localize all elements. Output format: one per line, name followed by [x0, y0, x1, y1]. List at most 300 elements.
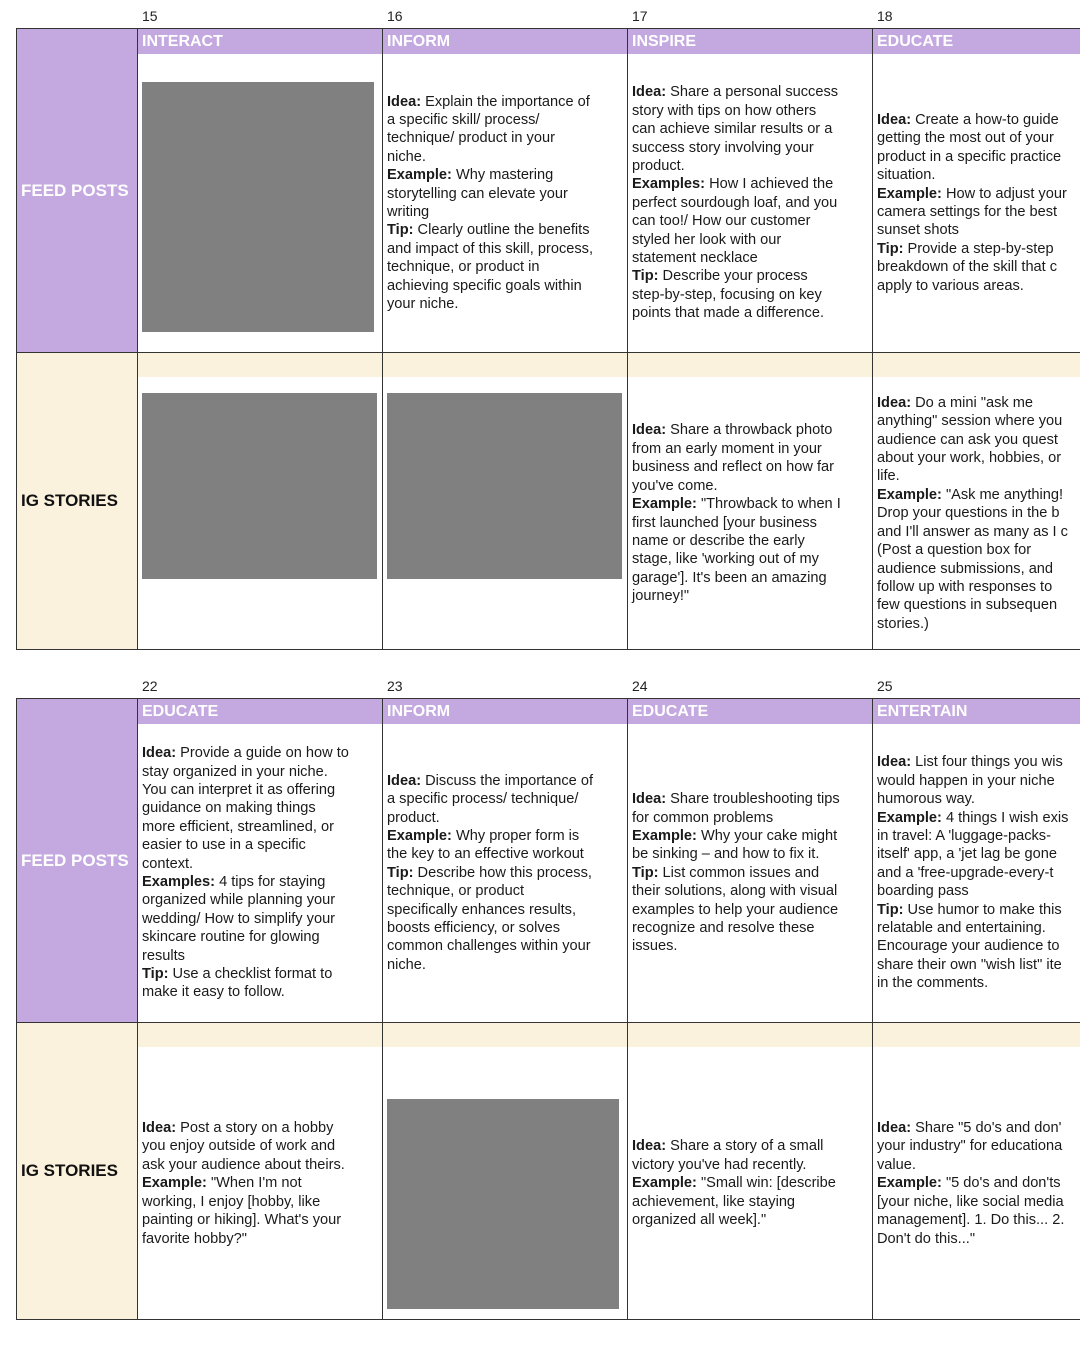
story-example-line: [877, 560, 1068, 578]
story-idea-line: [877, 394, 1068, 412]
story-example-label: Example:: [632, 496, 697, 513]
image-placeholder: [387, 1099, 619, 1309]
story-idea-text: business and reflect on how far: [632, 459, 834, 476]
feed-idea-line: [142, 781, 349, 799]
feed-example-line: [877, 185, 1067, 203]
feed-example-line: [632, 827, 840, 845]
feed-tip-text: and impact of this skill, process,: [387, 240, 594, 257]
feed-text: [138, 744, 351, 1002]
ig-story-cell: [138, 352, 382, 649]
feed-idea-line: [632, 139, 838, 157]
feed-idea-line: [632, 102, 838, 120]
feed-idea-line: [632, 809, 840, 827]
feed-example-line: [877, 203, 1067, 221]
story-text: [628, 421, 843, 605]
story-example-line: [632, 569, 841, 587]
feed-example-line: [387, 185, 593, 203]
story-example-text: [your niche, like social media: [877, 1193, 1064, 1210]
feed-example-line: [877, 845, 1068, 863]
row-label-text: FEED POSTS: [21, 180, 129, 200]
story-example-line: [877, 541, 1068, 559]
feed-idea-label: Idea:: [387, 93, 422, 110]
feed-idea-line: [632, 790, 840, 808]
day-number: 18: [877, 8, 893, 24]
day-column: [383, 29, 628, 649]
feed-text: [873, 753, 1070, 992]
calendar-grid: [16, 698, 1080, 1320]
feed-tip-text: Use a checklist format to: [172, 966, 333, 983]
feed-tip-line: [877, 937, 1068, 955]
category-header: ENTERTAIN: [873, 699, 1080, 724]
story-example-text: Drop your questions in the b: [877, 505, 1060, 522]
feed-example-line: [877, 221, 1067, 239]
story-band: [873, 353, 1080, 377]
day-column: [138, 29, 383, 649]
feed-example-text: and a 'free-upgrade-every-t: [877, 864, 1054, 881]
feed-tip-text: Describe your process: [662, 268, 808, 285]
day-column: [873, 29, 1080, 649]
row-label-feed-posts: [16, 29, 138, 352]
feed-example-text: Why proper form is: [455, 827, 580, 844]
story-example-text: "Ask me anything!: [945, 486, 1064, 503]
feed-idea-text: Share troubleshooting tips: [670, 791, 840, 808]
story-example-line: [142, 1174, 345, 1192]
feed-tip-line: [632, 901, 840, 919]
story-example-text: follow up with responses to: [877, 578, 1053, 595]
feed-idea-line: [632, 157, 838, 175]
feed-tip-line: [387, 864, 593, 882]
day-column: [383, 699, 628, 1319]
story-example-line: [877, 1211, 1064, 1229]
feed-idea-label: Idea:: [877, 111, 912, 128]
feed-example-line: [877, 864, 1068, 882]
feed-tip-label: Tip:: [387, 222, 414, 239]
day-column: [628, 29, 873, 649]
feed-example-text: 4 things I wish exis: [945, 809, 1069, 826]
feed-tip-text: relatable and entertaining.: [877, 920, 1046, 937]
feed-idea-label: Idea:: [632, 84, 667, 101]
story-band: [873, 1023, 1080, 1047]
feed-idea-line: [387, 772, 593, 790]
category-header: INSPIRE: [628, 29, 872, 54]
feed-tip-line: [142, 983, 349, 1001]
feed-tip-line: [142, 965, 349, 983]
feed-example-text: perfect sourdough loaf, and you: [632, 194, 838, 211]
feed-post-cell: [628, 54, 872, 352]
feed-post-cell: [138, 724, 382, 1022]
feed-example-text: can too!/ How our customer: [632, 213, 811, 230]
story-example-text: audience submissions, and: [877, 560, 1054, 577]
feed-tip-line: [387, 956, 593, 974]
feed-idea-text: context.: [142, 855, 194, 872]
feed-example-line: [387, 827, 593, 845]
story-example-line: [877, 596, 1068, 614]
story-idea-text: life.: [877, 468, 900, 485]
feed-tip-line: [387, 240, 593, 258]
story-example-text: (Post a question box for: [877, 542, 1032, 559]
story-body: [628, 1047, 872, 1320]
story-idea-line: [877, 1137, 1064, 1155]
feed-idea-text: stay organized in your niche.: [142, 763, 328, 780]
feed-tip-line: [632, 937, 840, 955]
story-text: [138, 1119, 347, 1248]
category-header: EDUCATE: [628, 699, 872, 724]
story-idea-text: value.: [877, 1156, 916, 1173]
feed-idea-line: [142, 855, 349, 873]
feed-idea-line: [877, 111, 1067, 129]
feed-idea-text: situation.: [877, 167, 936, 184]
feed-tip-label: Tip:: [877, 901, 904, 918]
feed-idea-text: a specific process/ technique/: [387, 791, 579, 808]
feed-example-line: [142, 928, 349, 946]
story-example-line: [877, 523, 1068, 541]
day-number: 15: [142, 8, 158, 24]
story-text: [873, 394, 1070, 633]
feed-tip-text: breakdown of the skill that c: [877, 259, 1058, 276]
category-header: INTERACT: [138, 29, 382, 54]
story-example-text: garage']. It's been an amazing: [632, 569, 827, 586]
feed-example-line: [387, 203, 593, 221]
feed-example-line: [632, 194, 838, 212]
feed-example-text: skincare routine for glowing: [142, 929, 320, 946]
feed-idea-line: [877, 166, 1067, 184]
feed-example-line: [142, 947, 349, 965]
feed-idea-label: Idea:: [632, 791, 667, 808]
feed-idea-text: product in a specific practice: [877, 148, 1062, 165]
feed-idea-text: humorous way.: [877, 791, 975, 808]
story-example-text: painting or hiking]. What's your: [142, 1212, 342, 1229]
feed-idea-line: [142, 799, 349, 817]
story-body: [873, 1047, 1080, 1319]
feed-tip-line: [877, 956, 1068, 974]
feed-tip-line: [877, 901, 1068, 919]
feed-tip-text: in the comments.: [877, 975, 989, 992]
feed-example-line: [877, 809, 1068, 827]
feed-text: [383, 93, 595, 314]
story-example-line: [142, 1230, 345, 1248]
feed-idea-text: success story involving your: [632, 139, 814, 156]
feed-idea-text: can achieve similar results or a: [632, 121, 833, 138]
feed-tip-line: [632, 286, 838, 304]
feed-tip-label: Tip:: [632, 864, 659, 881]
story-idea-label: Idea:: [877, 1120, 912, 1137]
feed-example-label: Example:: [387, 827, 452, 844]
story-example-text: working, I enjoy [hobby, like: [142, 1193, 321, 1210]
feed-tip-text: recognize and resolve these: [632, 920, 815, 937]
story-idea-text: you enjoy outside of work and: [142, 1138, 336, 1155]
feed-idea-text: Create a how-to guide: [915, 111, 1059, 128]
story-text: [628, 1137, 838, 1229]
feed-example-text: the key to an effective workout: [387, 846, 584, 863]
feed-post-cell: [873, 54, 1080, 352]
feed-example-text: Why your cake might: [700, 827, 838, 844]
feed-example-line: [142, 873, 349, 891]
feed-tip-text: points that made a difference.: [632, 305, 825, 322]
feed-tip-line: [632, 919, 840, 937]
story-idea-line: [142, 1156, 345, 1174]
feed-tip-line: [877, 919, 1068, 937]
feed-idea-text: getting the most out of your: [877, 130, 1054, 147]
story-idea-label: Idea:: [632, 1138, 667, 1155]
day-column: [138, 699, 383, 1319]
feed-tip-line: [387, 919, 593, 937]
feed-idea-line: [387, 93, 593, 111]
feed-idea-line: [387, 111, 593, 129]
feed-idea-text: Provide a guide on how to: [180, 745, 349, 762]
feed-tip-text: Describe how this process,: [417, 864, 592, 881]
feed-example-line: [877, 882, 1068, 900]
feed-example-line: [632, 845, 840, 863]
feed-text: [383, 772, 595, 974]
feed-tip-label: Tip:: [142, 966, 169, 983]
feed-example-label: Example:: [632, 827, 697, 844]
feed-tip-text: technique, or product: [387, 883, 525, 900]
story-example-text: Don't do this...": [877, 1230, 976, 1247]
story-example-line: [142, 1211, 345, 1229]
feed-example-label: Examples:: [632, 176, 706, 193]
story-text: [873, 1119, 1066, 1248]
feed-idea-text: easier to use in a specific: [142, 837, 306, 854]
feed-example-line: [387, 166, 593, 184]
feed-example-text: Why mastering: [455, 167, 554, 184]
story-example-label: Example:: [877, 486, 942, 503]
story-body: [873, 377, 1080, 649]
feed-tip-line: [877, 240, 1067, 258]
feed-idea-text: would happen in your niche: [877, 772, 1055, 789]
feed-post-cell: [628, 724, 872, 1022]
story-example-text: "Small win: [describe: [700, 1175, 836, 1192]
story-body: [138, 1047, 382, 1320]
feed-idea-line: [142, 744, 349, 762]
feed-idea-text: more efficient, streamlined, or: [142, 818, 334, 835]
feed-idea-text: niche.: [387, 148, 426, 165]
feed-idea-text: for common problems: [632, 809, 774, 826]
ig-story-cell: [138, 1022, 382, 1319]
story-example-line: [632, 514, 841, 532]
story-idea-text: Share a story of a small: [670, 1138, 824, 1155]
feed-tip-text: share their own "wish list" ite: [877, 956, 1062, 973]
feed-idea-label: Idea:: [877, 754, 912, 771]
feed-tip-line: [387, 937, 593, 955]
feed-tip-text: List common issues and: [662, 864, 820, 881]
story-example-text: and I'll answer as many as I c: [877, 523, 1068, 540]
feed-example-line: [632, 249, 838, 267]
feed-tip-text: your niche.: [387, 296, 459, 313]
feed-example-text: itself' app, a 'jet lag be gone: [877, 846, 1058, 863]
story-idea-line: [632, 1137, 836, 1155]
story-example-line: [632, 1193, 836, 1211]
ig-story-cell: [383, 352, 627, 649]
feed-tip-text: technique, or product in: [387, 259, 540, 276]
row-label-text: IG STORIES: [21, 1161, 118, 1180]
feed-tip-text: Provide a step-by-step: [907, 240, 1054, 257]
day-column: [873, 699, 1080, 1319]
feed-idea-text: story with tips on how others: [632, 102, 817, 119]
feed-tip-label: Tip:: [877, 240, 904, 257]
story-example-line: [877, 578, 1068, 596]
story-example-text: few questions in subsequen: [877, 597, 1058, 614]
story-example-line: [632, 1211, 836, 1229]
feed-example-label: Example:: [877, 809, 942, 826]
feed-post-cell: [383, 54, 627, 352]
story-band: [383, 353, 627, 377]
feed-example-text: storytelling can elevate your: [387, 185, 568, 202]
feed-idea-text: Share a personal success: [670, 84, 839, 101]
image-placeholder: [387, 393, 622, 579]
calendar-grid: [16, 28, 1080, 650]
story-idea-text: audience can ask you quest: [877, 431, 1058, 448]
feed-idea-label: Idea:: [142, 745, 177, 762]
feed-tip-text: boosts efficiency, or solves: [387, 920, 561, 937]
feed-tip-line: [632, 864, 840, 882]
feed-example-label: Example:: [877, 185, 942, 202]
story-example-line: [632, 550, 841, 568]
story-idea-text: your industry" for educationa: [877, 1138, 1063, 1155]
feed-idea-text: Explain the importance of: [425, 93, 590, 110]
row-label-text: FEED POSTS: [21, 850, 129, 870]
story-example-text: journey!": [632, 588, 690, 605]
story-idea-line: [142, 1137, 345, 1155]
story-example-text: achievement, like staying: [632, 1193, 796, 1210]
feed-post-cell: [873, 724, 1080, 1022]
story-example-text: stories.): [877, 615, 929, 632]
feed-example-text: 4 tips for staying: [219, 874, 326, 890]
day-column: [628, 699, 873, 1319]
feed-tip-text: apply to various areas.: [877, 277, 1024, 294]
story-example-label: Example:: [142, 1175, 207, 1192]
story-idea-text: Post a story on a hobby: [180, 1120, 334, 1137]
day-number: 24: [632, 678, 648, 694]
feed-tip-line: [632, 267, 838, 285]
image-placeholder: [142, 82, 374, 332]
story-band: [383, 1023, 627, 1047]
day-number: 17: [632, 8, 648, 24]
feed-tip-text: common challenges within your: [387, 938, 591, 955]
feed-example-line: [142, 891, 349, 909]
story-idea-text: Share "5 do's and don': [915, 1120, 1062, 1137]
story-idea-text: anything" session where you: [877, 413, 1063, 430]
story-example-line: [877, 1193, 1064, 1211]
feed-tip-line: [387, 277, 593, 295]
feed-tip-line: [877, 258, 1067, 276]
day-number: 23: [387, 678, 403, 694]
story-example-line: [632, 495, 841, 513]
story-idea-text: ask your audience about theirs.: [142, 1156, 345, 1173]
story-idea-line: [632, 458, 841, 476]
story-example-line: [142, 1193, 345, 1211]
feed-tip-line: [387, 882, 593, 900]
day-number: 16: [387, 8, 403, 24]
feed-example-line: [877, 827, 1068, 845]
feed-example-text: statement necklace: [632, 250, 758, 267]
feed-example-text: sunset shots: [877, 222, 959, 239]
story-body: [383, 377, 627, 650]
feed-tip-text: Clearly outline the benefits: [417, 222, 590, 239]
feed-tip-line: [632, 882, 840, 900]
feed-tip-text: issues.: [632, 938, 678, 955]
feed-idea-line: [632, 83, 838, 101]
story-example-line: [877, 1174, 1064, 1192]
ig-story-cell: [873, 1022, 1080, 1319]
story-idea-text: about your work, hobbies, or: [877, 450, 1062, 467]
feed-text: [628, 790, 842, 956]
feed-example-line: [387, 845, 593, 863]
feed-tip-text: specifically enhances results,: [387, 901, 576, 918]
story-example-line: [632, 587, 841, 605]
ig-story-cell: [383, 1022, 627, 1319]
feed-text: [873, 111, 1069, 295]
feed-tip-text: examples to help your audience: [632, 901, 839, 918]
story-example-text: organized all week].": [632, 1212, 767, 1229]
category-header: INFORM: [383, 29, 627, 54]
story-band: [628, 1023, 872, 1047]
feed-example-line: [142, 910, 349, 928]
feed-idea-line: [632, 120, 838, 138]
story-idea-label: Idea:: [877, 394, 912, 411]
day-number: 22: [142, 678, 158, 694]
feed-idea-line: [387, 790, 593, 808]
story-band: [138, 353, 382, 377]
feed-tip-line: [877, 277, 1067, 295]
feed-tip-text: Encourage your audience to: [877, 938, 1060, 955]
row-label-text: IG STORIES: [21, 491, 118, 510]
image-placeholder: [142, 393, 377, 579]
feed-post-cell: [138, 54, 382, 352]
feed-text: [628, 83, 840, 322]
day-numbers-row: [16, 0, 1080, 28]
story-idea-text: Do a mini "ask me: [915, 394, 1034, 411]
row-label-ig-stories: [16, 352, 138, 649]
story-band: [628, 353, 872, 377]
feed-idea-label: Idea:: [387, 772, 422, 789]
story-idea-line: [877, 1156, 1064, 1174]
row-label-ig-stories: [16, 1022, 138, 1319]
feed-idea-line: [142, 836, 349, 854]
feed-idea-line: [877, 790, 1068, 808]
feed-tip-label: Tip:: [387, 864, 414, 881]
story-example-label: Example:: [632, 1175, 697, 1192]
story-example-line: [877, 504, 1068, 522]
story-idea-text: you've come.: [632, 477, 718, 494]
story-idea-line: [632, 440, 841, 458]
feed-example-text: organized while planning your: [142, 892, 336, 909]
story-idea-line: [877, 412, 1068, 430]
feed-tip-line: [387, 295, 593, 313]
feed-idea-text: You can interpret it as offering: [142, 781, 336, 798]
feed-post-cell: [383, 724, 627, 1022]
story-example-text: first launched [your business: [632, 514, 817, 531]
feed-example-text: writing: [387, 204, 430, 220]
feed-tip-line: [632, 304, 838, 322]
category-header: EDUCATE: [138, 699, 382, 724]
story-example-text: "5 do's and don'ts: [945, 1175, 1061, 1192]
story-idea-line: [877, 449, 1068, 467]
feed-example-label: Example:: [387, 167, 452, 184]
story-example-text: management]. 1. Do this... 2.: [877, 1212, 1065, 1229]
feed-idea-text: product.: [632, 157, 685, 174]
story-example-text: "Throwback to when I: [700, 496, 841, 513]
story-band: [138, 1023, 382, 1047]
feed-example-line: [632, 175, 838, 193]
feed-tip-text: their solutions, along with visual: [632, 883, 838, 900]
feed-example-line: [632, 212, 838, 230]
feed-idea-line: [387, 809, 593, 827]
story-example-text: name or describe the early: [632, 532, 805, 549]
feed-tip-label: Tip:: [632, 268, 659, 285]
feed-tip-text: achieving specific goals within: [387, 277, 582, 294]
feed-example-text: boarding pass: [877, 883, 969, 900]
story-idea-text: Share a throwback photo: [670, 422, 833, 439]
